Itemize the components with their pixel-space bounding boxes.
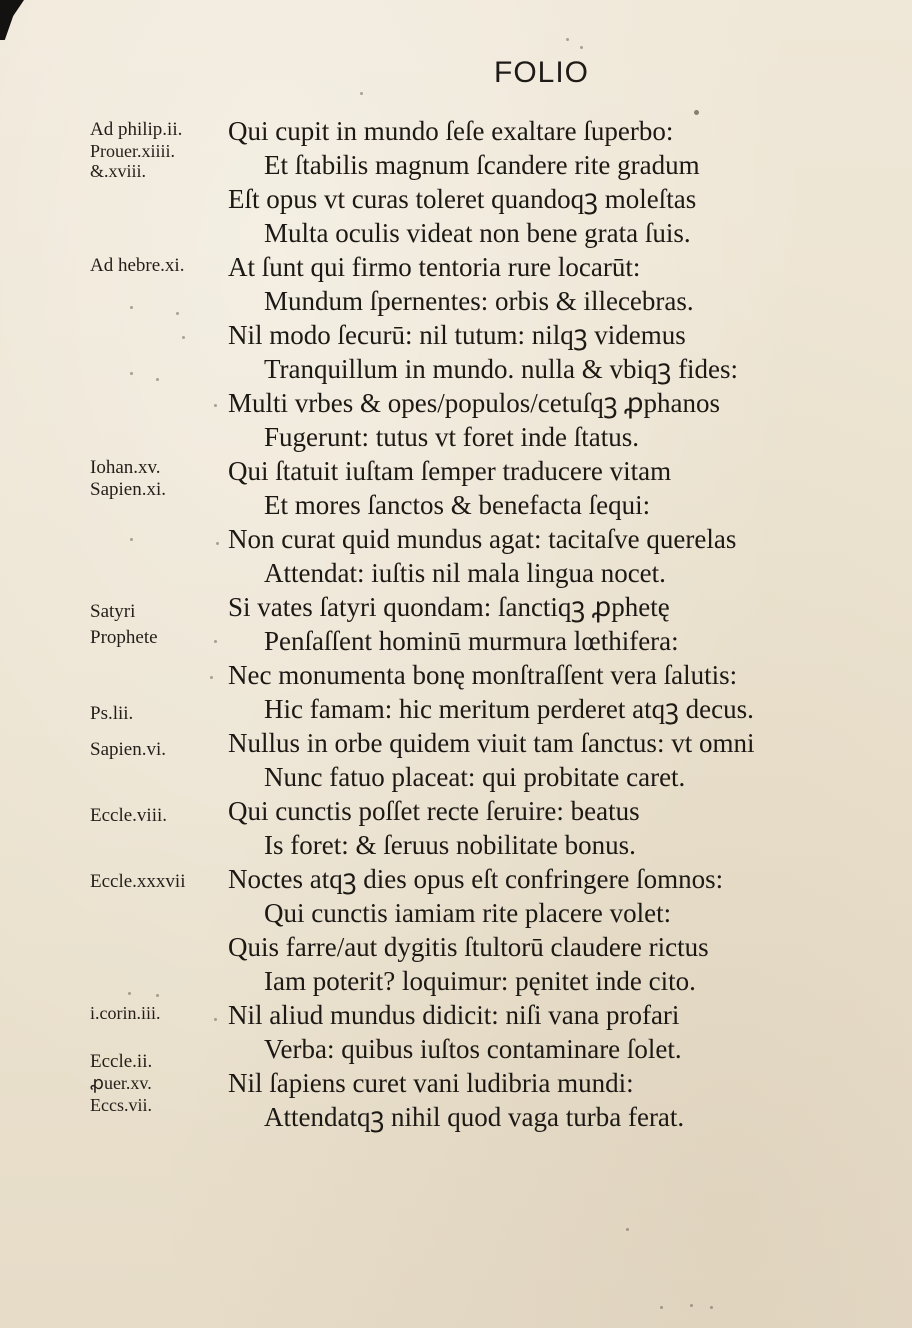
margin-note: Eccle.xxxvii	[90, 871, 186, 892]
paper-speck	[694, 110, 699, 115]
paper-speck	[210, 676, 213, 679]
margin-note: ꝓuer.xv.	[90, 1073, 152, 1093]
margin-note: &.xviii.	[90, 161, 147, 181]
paper-speck	[690, 1304, 693, 1307]
verse-line: Attendat: iuſtis nil mala lingua nocet.	[264, 558, 666, 588]
paper-speck	[214, 640, 217, 643]
verse-line: Hic famam: hic meritum perderet atqꝫ decus.	[264, 694, 754, 724]
verse-line: Non curat quid mundus agat: tacitaſve querelas	[228, 524, 737, 554]
margin-note: Eccle.viii.	[90, 805, 168, 826]
verse-line: Fugerunt: tutus vt foret inde ſtatus.	[264, 422, 639, 452]
verse-line: Qui cunctis poſſet recte ſeruire: beatus	[228, 796, 640, 826]
paper-speck	[566, 38, 569, 41]
folio-header: FOLIO	[494, 56, 590, 89]
verse-line: Nil aliud mundus didicit: niſi vana profari	[228, 1000, 680, 1030]
verse-line: Nunc fatuo placeat: qui probitate caret.	[264, 762, 686, 792]
verse-line: Quis farre/aut dygitis ſtultorū claudere rictus	[228, 932, 709, 962]
margin-note: Eccle.ii.	[90, 1051, 153, 1072]
verse-line: Nec monumenta bonę monſtraſſent vera ſalutis:	[228, 660, 738, 690]
verse-line: Penſaſſent hominū murmura lœthifera:	[264, 626, 679, 656]
verse-line: Si vates ſatyri quondam: ſanctiqꝫ ꝓphetę	[228, 592, 670, 622]
verse-line: Verba: quibus iuſtos contaminare ſolet.	[264, 1034, 682, 1064]
paper-speck	[130, 372, 133, 375]
paper-speck	[360, 92, 363, 95]
verse-line: Tranquillum in mundo. nulla & vbiqꝫ fides:	[264, 354, 739, 384]
verse-line: Nil modo ſecurū: nil tutum: nilqꝫ videmus	[228, 320, 686, 350]
verse-line: Nullus in orbe quidem viuit tam ſanctus: vt omni	[228, 728, 755, 758]
margin-note: Iohan.xv.	[90, 457, 161, 478]
paper-speck	[156, 994, 159, 997]
margin-note: Eccs.vii.	[90, 1095, 152, 1115]
paper-speck	[214, 404, 217, 407]
paper-speck	[182, 336, 185, 339]
paper-speck	[710, 1306, 713, 1309]
margin-note: Sapien.xi.	[90, 479, 166, 500]
paper-speck	[128, 992, 131, 995]
paper-speck	[216, 542, 219, 545]
margin-note: i.corin.iii.	[90, 1003, 161, 1023]
margin-note: Prouer.xiiii.	[90, 141, 175, 161]
verse-line: Et ſtabilis magnum ſcandere rite gradum	[264, 150, 700, 180]
verse-line: Nil ſapiens curet vani ludibria mundi:	[228, 1068, 634, 1098]
verse-line: Is foret: & ſeruus nobilitate bonus.	[264, 830, 636, 860]
verse-line: Attendatqꝫ nihil quod vaga turba ferat.	[264, 1102, 685, 1132]
paper-speck	[580, 46, 583, 49]
paper-speck	[130, 538, 133, 541]
paper-speck	[130, 306, 133, 309]
paper-speck	[156, 378, 159, 381]
paper-speck	[214, 1018, 217, 1021]
verse-line: Et mores ſanctos & benefacta ſequi:	[264, 490, 651, 520]
verse-line: Iam poterit? loquimur: pęnitet inde cito.	[264, 966, 696, 996]
verse-line: Mundum ſpernentes: orbis & illecebras.	[264, 286, 694, 316]
verse-line: Noctes atqꝫ dies opus eſt confringere ſomnos:	[228, 864, 724, 894]
margin-note: Prophete	[90, 627, 158, 648]
verse-line: Multa oculis videat non bene grata ſuis.	[264, 218, 691, 248]
page-corner-shadow	[0, 0, 24, 40]
margin-note: Satyri	[90, 601, 136, 622]
margin-note: Ad hebre.xi.	[90, 255, 185, 276]
margin-note: Ps.lii.	[90, 703, 134, 724]
paper-speck	[176, 312, 179, 315]
verse-line: Qui cupit in mundo ſeſe exaltare ſuperbo:	[228, 116, 674, 146]
margin-note: Ad philip.ii.	[90, 119, 183, 140]
paper-speck	[626, 1228, 629, 1231]
margin-note: Sapien.vi.	[90, 739, 166, 760]
verse-line: Qui cunctis iamiam rite placere volet:	[264, 898, 672, 928]
verse-line: Multi vrbes & opes/populos/cetuſqꝫ ꝓphanos	[228, 388, 721, 418]
verse-line: Qui ſtatuit iuſtam ſemper traducere vitam	[228, 456, 672, 486]
verse-line: Eſt opus vt curas toleret quandoqꝫ moleſtas	[228, 184, 697, 214]
verse-line: At ſunt qui firmo tentoria rure locarūt:	[228, 252, 641, 282]
paper-speck	[660, 1306, 663, 1309]
